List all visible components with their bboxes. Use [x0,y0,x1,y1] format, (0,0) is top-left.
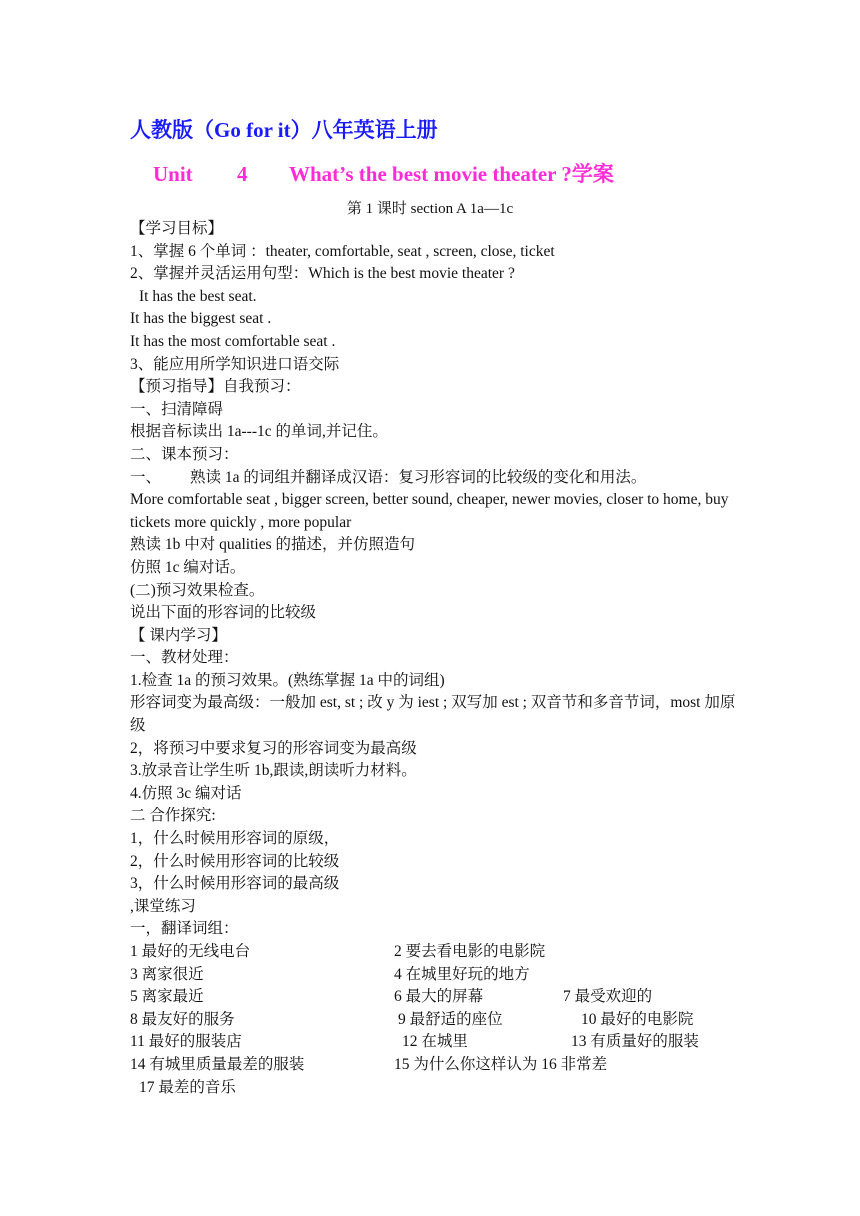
phrase-item: 13 有质量好的服装 [571,1033,699,1051]
phrase-item: 14 有城里质量最差的服装 [130,1055,305,1073]
phrase-item: 6 最大的屏幕 [394,988,484,1006]
text-line: 4.仿照 3c 编对话 [130,784,242,802]
phrase-item: 3 离家很近 [130,965,204,983]
text-line: 一、教材处理： [130,649,239,667]
example-sentence: It has the most comfortable seat . [130,332,336,350]
text-paragraph: 形容词变为最高级：一般加 est, st ; 改 y 为 iest ; 双写加 est ; 双音节和多音节词，most 加原级 [130,694,736,735]
text-line: 1，什么时候用形容词的原级， [130,830,340,848]
phrase-row [130,986,742,1009]
phrase-item: 17 最差的音乐 [139,1078,236,1096]
list-text: 熟读 1a 的词组并翻译成汉语：复习形容词的比较级的变化和用法。 [190,468,647,486]
phrase-row [130,1077,742,1100]
unit-title [153,158,614,188]
text-line: 1.检查 1a 的预习效果。(熟练掌握 1a 中的词组) [130,671,445,689]
text-line: 3，什么时候用形容词的最高级 [130,875,340,893]
phrase-row [130,941,742,964]
example-sentence: It has the biggest seat . [130,310,272,328]
text-line: 2，什么时候用形容词的比较级 [130,852,340,870]
section-heading: 【学习目标】 [130,220,224,237]
phrase-item: 9 最舒适的座位 [398,1010,503,1028]
phrase-row [130,964,742,987]
text-line: 3、能应用所学知识进口语交际 [130,355,340,373]
text-line: 熟读 1b 中对 qualities 的描述，并仿照造句 [130,536,416,554]
unit-name: What’s the best movie theater ?学案 [289,162,614,186]
phrase-row [130,1054,742,1077]
text-line: (二)预习效果检查。 [130,581,265,599]
section-heading: 【预习指导】自我预习： [130,378,301,396]
phrase-item: 4 在城里好玩的地方 [394,965,530,983]
text-line: 2，将预习中要求复习的形容词变为最高级 [130,739,417,757]
phrase-row [130,1031,742,1054]
text-line [130,467,742,490]
phrase-item: 5 离家最近 [130,988,204,1006]
section-heading: 【 课内学习】 [130,626,227,644]
phrase-item: 2 要去看电影的电影院 [394,943,546,960]
text-line: 1、掌握 6 个单词 ：theater, comfortable, seat , screen, close, ticket [130,242,555,260]
lesson-heading: 第 1 课时 section A 1a—1c [346,201,514,217]
phrase-row [130,1009,742,1032]
text-line: 二 合作探究: [130,807,216,825]
example-sentence: It has the best seat. [139,287,257,305]
unit-label: Unit [153,162,193,186]
text-line: 3.放录音让学生听 1b,跟读,朗读听力材料。 [130,762,417,780]
text-line: 仿照 1c 编对话。 [130,558,246,576]
document-body [130,218,742,1099]
phrase-item: 8 最友好的服务 [130,1010,235,1028]
text-line: 根据音标读出 1a---1c 的单词,并记住。 [130,423,388,441]
phrase-item: 10 最好的电影院 [581,1010,694,1028]
phrase-item: 11 最好的服装店 [130,1033,242,1051]
text-line: ,课堂练习 [130,897,196,915]
text-line: 2、掌握并灵活运用句型：Which is the best movie theater ? [130,265,515,283]
text-line: 一、扫清障碍 [130,400,224,418]
phrase-item: 1 最好的无线电台 [130,943,251,960]
document-title: 人教版（Go for it）八年英语上册 [130,118,438,142]
text-line: 说出下面的形容词的比较级 [130,604,317,622]
list-marker: 一、 [130,468,162,486]
text-paragraph: More comfortable seat , bigger screen, better sound, cheaper, newer movies, closer to home, buy tickets more quickly , more popular [130,491,729,531]
unit-number: 4 [237,162,248,186]
phrase-item: 7 最受欢迎的 [563,988,653,1006]
phrase-item: 12 在城里 [402,1033,468,1051]
text-line: 一，翻译词组： [130,920,239,938]
text-line: 二、课本预习： [130,445,239,463]
phrase-item: 15 为什么你这样认为 16 非常差 [394,1055,608,1073]
